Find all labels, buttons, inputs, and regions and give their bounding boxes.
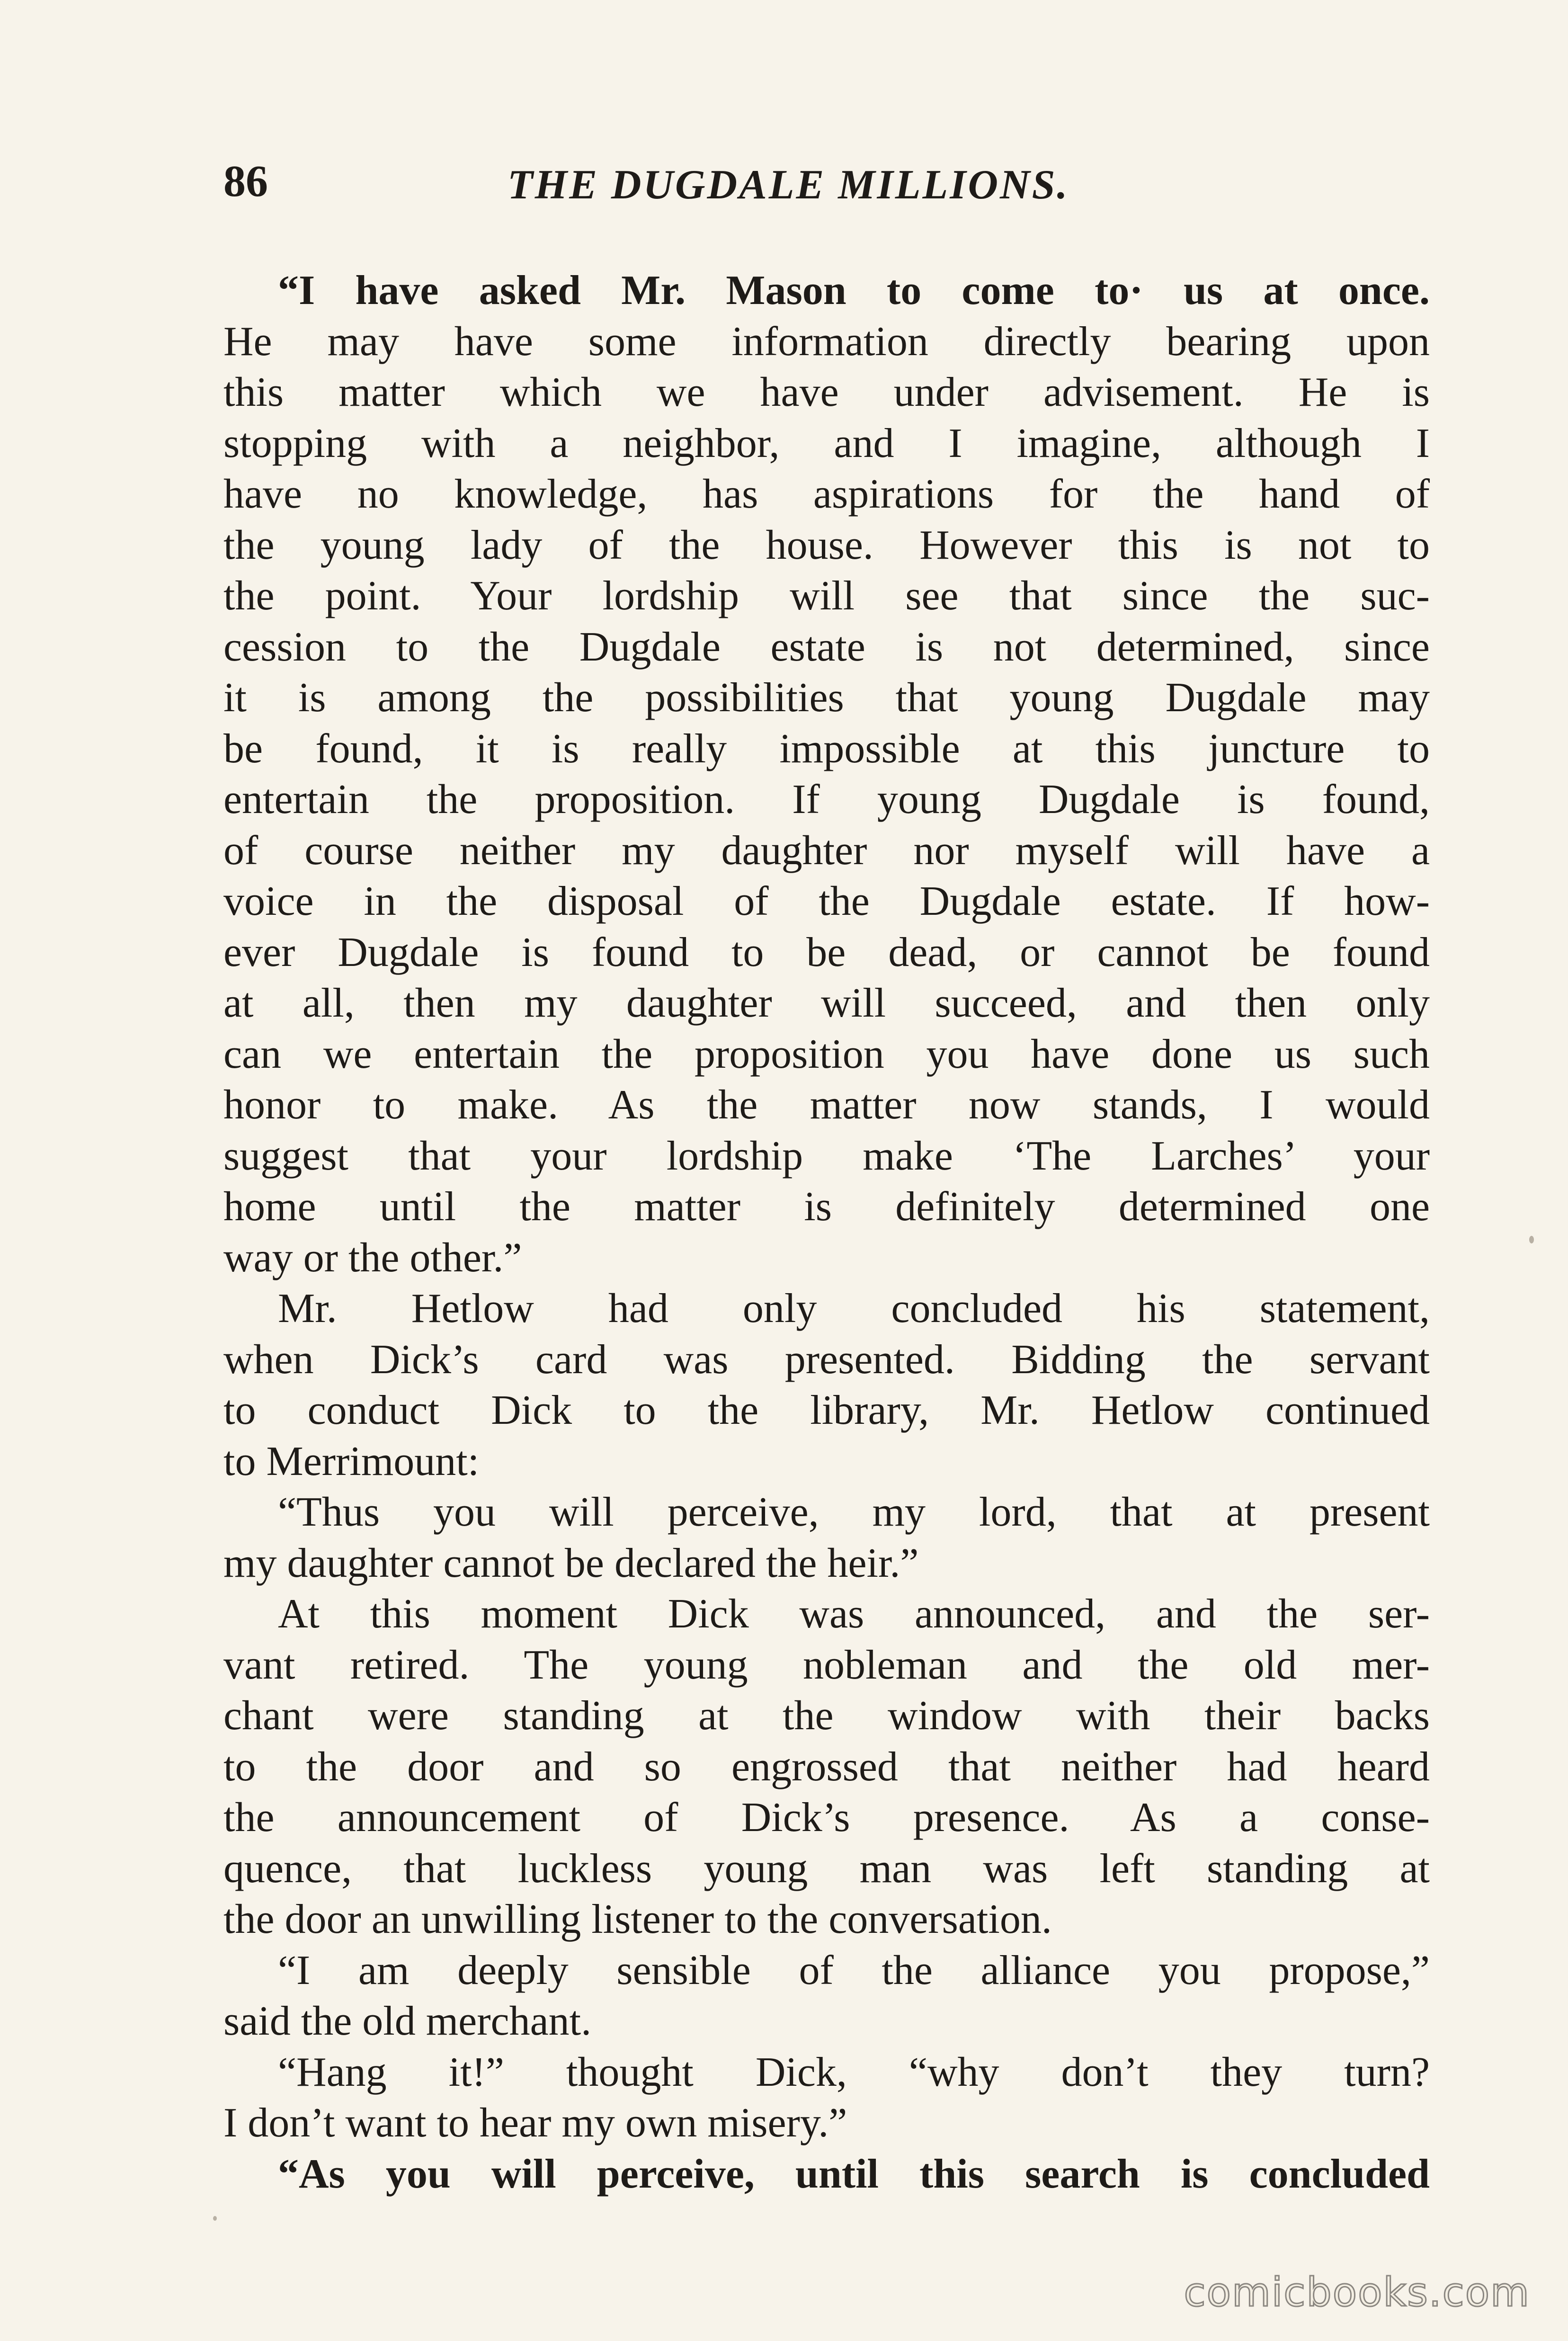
text-line: home until the matter is definitely determined one [223,1184,1430,1230]
text-line: at all, then my daughter will succeed, and then only [223,980,1430,1026]
text-line: chant were standing at the window with their backs [223,1693,1430,1739]
text-line: way or the other.” [223,1234,522,1281]
text-line: suggest that your lordship make ‘The Larches’ your [223,1133,1430,1179]
text-line: Mr. Hetlow had only concluded his statement, [278,1286,1430,1331]
text-line: ever Dugdale is found to be dead, or cannot be found [223,929,1430,975]
text-line: the door an unwilling listener to the conversation. [223,1896,1052,1942]
text-line: to conduct Dick to the library, Mr. Hetlow continued [223,1387,1430,1433]
paper-speck [1529,1236,1534,1243]
body-text [223,265,1430,2199]
text-line: my daughter cannot be declared the heir.” [223,1540,919,1586]
text-line: the announcement of Dick’s presence. As a conse- [223,1795,1430,1841]
text-line: entertain the proposition. If young Dugdale is found, [223,777,1430,822]
text-line: quence, that luckless young man was left standing at [223,1845,1430,1892]
text-line: cession to the Dugdale estate is not determined, since [223,624,1430,670]
running-title: THE DUGDALE MILLIONS. [508,162,1069,208]
text-line: of course neither my daughter nor myself will have a [223,827,1430,874]
watermark-logo: comicbooks.com [1184,2269,1530,2315]
text-line: “As you will perceive, until this search is concluded [278,2151,1430,2197]
text-line: honor to make. As the matter now stands, I would [223,1082,1430,1128]
text-line: “I have asked Mr. Mason to come to· us at once. [278,268,1430,313]
text-line: voice in the disposal of the Dugdale estate. If how- [223,878,1430,924]
text-line: stopping with a neighbor, and I imagine, although I [223,420,1430,466]
text-line: said the old merchant. [223,1998,592,2044]
text-line: “Thus you will perceive, my lord, that at present [278,1489,1430,1535]
text-line: the young lady of the house. However this is not to [223,522,1430,568]
paper-speck [213,2216,217,2221]
text-line: be found, it is really impossible at this juncture to [223,725,1430,772]
page-number: 86 [223,157,268,206]
text-line: this matter which we have under advisement. He is [223,369,1430,415]
text-line: it is among the possibilities that young Dugdale may [223,675,1430,721]
text-line: have no knowledge, has aspirations for the hand of [223,471,1430,517]
page-header [223,151,1430,212]
text-line: vant retired. The young nobleman and the old mer- [223,1642,1430,1688]
text-line: “Hang it!” thought Dick, “why don’t they turn? [278,2049,1430,2095]
text-line: to Merrimount: [223,1438,480,1484]
text-line: when Dick’s card was presented. Bidding the servant [223,1336,1430,1383]
text-line: I don’t want to hear my own misery.” [223,2100,847,2146]
text-line: to the door and so engrossed that neither had heard [223,1743,1430,1790]
text-line: “I am deeply sensible of the alliance you propose,” [278,1947,1430,1993]
text-line: can we entertain the proposition you have done us such [223,1031,1430,1077]
text-line: At this moment Dick was announced, and the ser- [278,1591,1430,1637]
text-line: the point. Your lordship will see that since the suc- [223,573,1430,619]
text-line: He may have some information directly bearing upon [223,318,1430,365]
